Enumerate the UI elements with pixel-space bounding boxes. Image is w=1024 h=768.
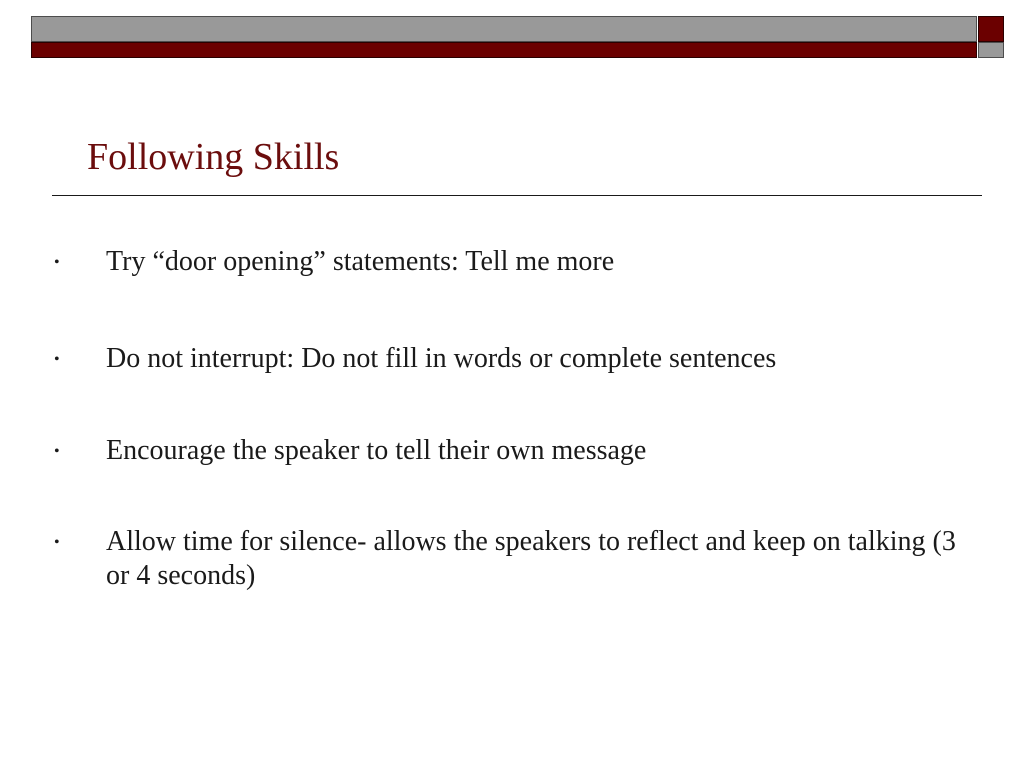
bullet-marker: •: [54, 534, 60, 551]
bullet-text: Encourage the speaker to tell their own message: [106, 435, 647, 466]
bullet-text: Allow time for silence- allows the speakers to reflect and keep on talking (3 or 4 seconds): [106, 526, 956, 591]
header-corner-gray-square: [978, 42, 1004, 58]
bullet-marker: •: [54, 351, 60, 368]
header-corner-red-square: [978, 16, 1004, 42]
bullet-text: Do not interrupt: Do not fill in words or complete sentences: [106, 343, 777, 374]
bullet-text: Try “door opening” statements: Tell me more: [106, 246, 615, 277]
bullet-marker: •: [54, 254, 60, 271]
slide-title: Following Skills: [87, 136, 340, 178]
header-banner-gray: [31, 16, 977, 42]
bullet-marker: •: [54, 443, 60, 460]
title-divider: [52, 195, 982, 196]
header-banner-red: [31, 42, 977, 58]
